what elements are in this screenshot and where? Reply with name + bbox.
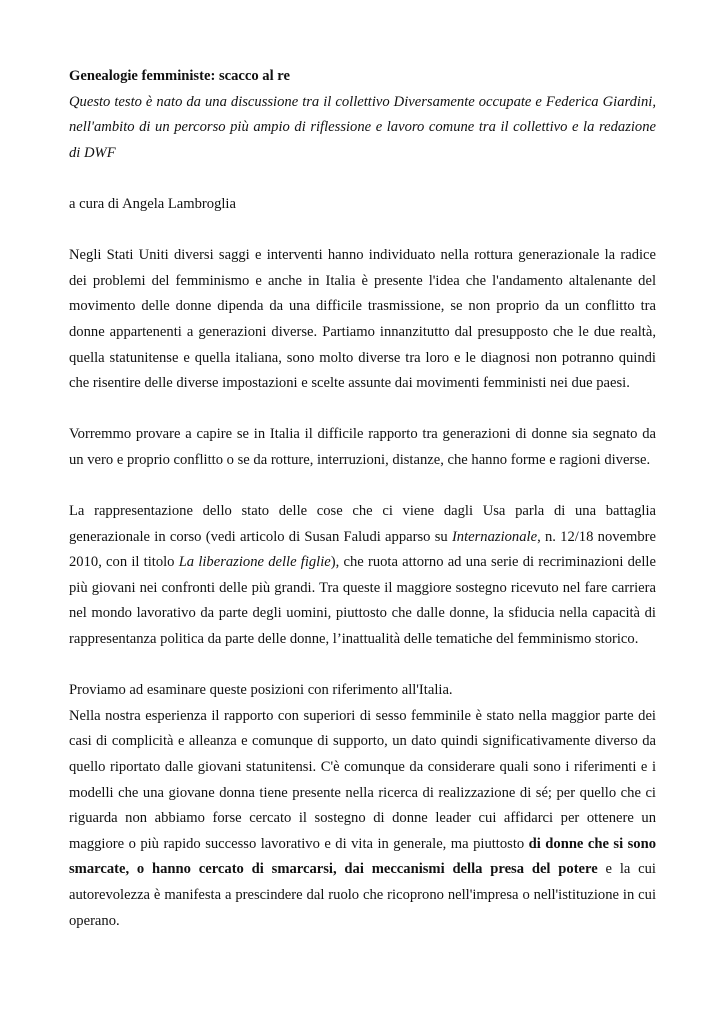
publication-name: Internazionale [451,528,538,545]
paragraph-3-text-e: ), che ruota attorno ad una serie di recriminazioni delle più giovani nei confronti delle più grandi. Tra queste il maggiore sostegno ricevuto nel fare carriera nel mondo lavorativo da parte degli uomini, piuttosto che dalle donne, la sfiducia nella capacità di rappresentanza politica da parte delle donne, l’inattualità delle tematiche del femminismo storico. [69,554,656,648]
document-subtitle: Questo testo è nato da una discussione tra il collettivo Diversamente occupate e Federica Giardini, nell'ambito di un percorso più ampio di riflessione e lavoro comune tra il collettivo e la redazione di DWF [69,93,656,161]
paragraph-1: Negli Stati Uniti diversi saggi e interventi hanno individuato nella rottura generazionale la radice dei problemi del femminismo e anche in Italia è presente l'idea che l'andamento altalenante del movimento delle donne dipenda da una difficile trasmissione, se non proprio da un conflitto tra donne appartenenti a generazioni diverse. Partiamo innanzitutto dal presupposto che le due realtà, quella statunitense e quella italiana, sono molto diverse tra loro e le diagnosi non potranno quindi che risentire delle diverse impostazioni e scelte assunte dai movimenti femministi nei due paesi. [69,247,656,392]
spacer [69,474,656,500]
author-line: a cura di Angela Lambroglia [69,195,236,212]
paragraph-4: Proviamo ad esaminare queste posizioni con riferimento all'Italia. [69,682,453,699]
paragraph-3-text-c: , n. 12/18 novembre 2010, con il titolo [69,528,657,571]
article-title: La liberazione delle figlie [178,554,331,571]
paragraph-2: Vorremmo provare a capire se in Italia il difficile rapporto tra generazioni di donne sia segnato da un vero e proprio conflitto o se da rotture, interruzioni, distanze, che hanno forme e ragioni diverse. [69,426,656,468]
spacer [69,218,656,244]
paragraph-5-text-c: e la cui autorevolezza è manifesta a prescindere dal ruolo che ricoprono nell'impresa o nell'istituzione in cui operano. [69,861,656,929]
document-title: Genealogie femministe: scacco al re [69,68,290,84]
paragraph-3 [69,499,656,653]
spacer [69,397,656,423]
paragraph-5 [69,704,656,934]
spacer [69,166,656,192]
paragraph-5-text-a: Nella nostra esperienza il rapporto con superiori di sesso femminile è stato nella maggior parte dei casi di complicità e alleanza e comunque di supporto, un dato quindi significativamente diverso da quello riportato dalle giovani statunitensi. C'è comunque da considerare quali sono i riferimenti e i modelli che una giovane donna tiene presente nella ricerca di realizzazione di sé; per quello che ci riguarda non abbiamo forse cercato il sostegno di donne leader cui affidarci per ottenere un maggiore o più rapido successo lavorativo e di vita in generale, ma piuttosto [69,707,656,852]
spacer [69,653,656,679]
paragraph-3-text-a: La rappresentazione dello stato delle cose che ci viene dagli Usa parla di una battaglia generazionale in corso (vedi articolo di Susan Faludi apparso su [69,503,656,545]
emphasis-text: di donne che si sono smarcate, o hanno cercato di smarcarsi, dai meccanismi della presa del potere [69,835,656,878]
